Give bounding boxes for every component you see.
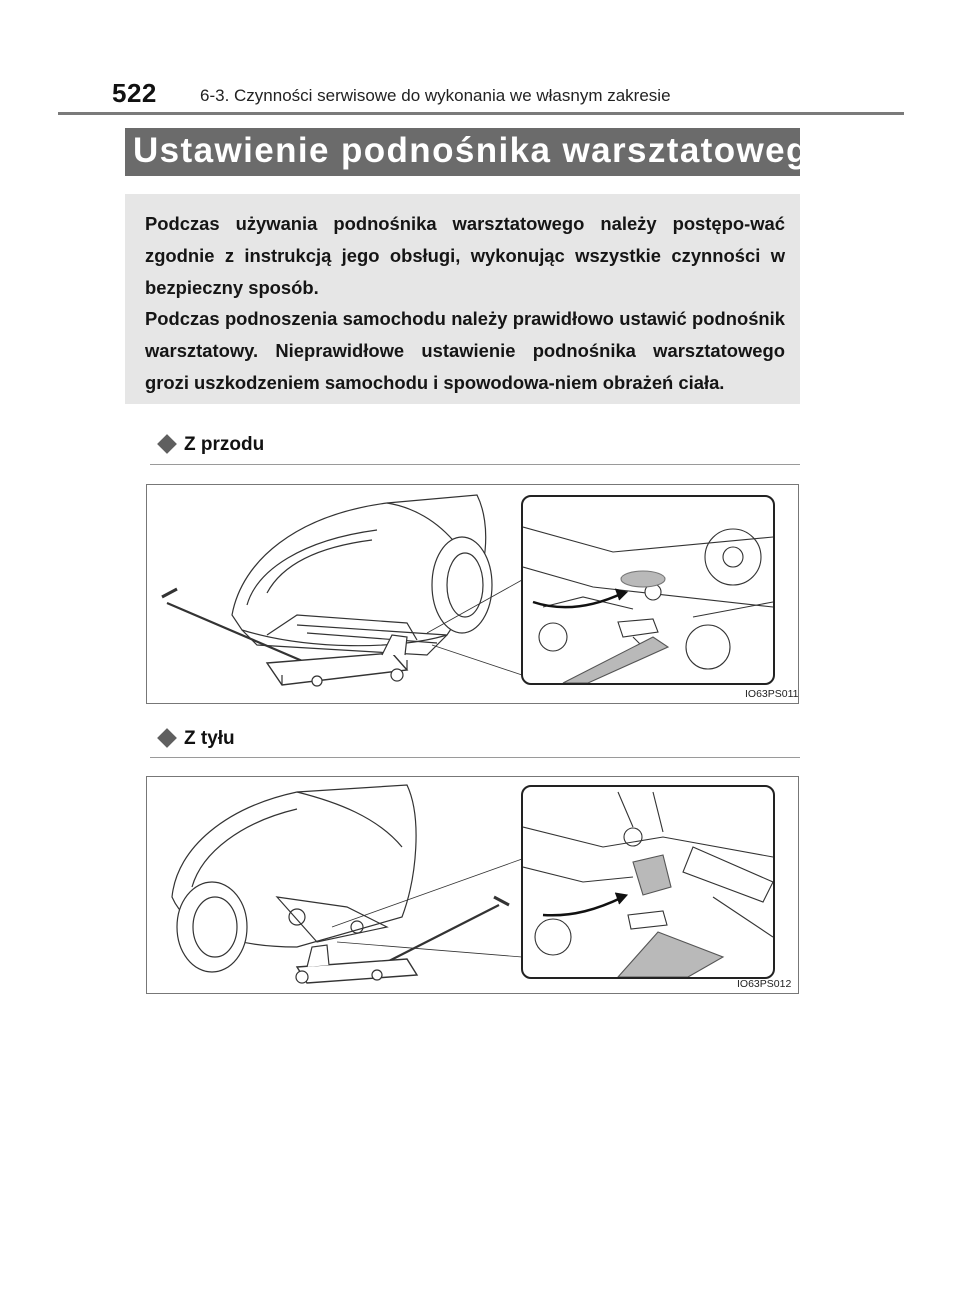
diamond-bullet-icon: [157, 434, 177, 454]
figure-front-jack: [146, 484, 799, 704]
subsection-heading-rear: [155, 728, 235, 750]
figure-code-front: IO63PS011: [745, 688, 799, 700]
front-inset-detail: [521, 495, 775, 685]
intro-paragraph-2: Podczas podnoszenia samochodu należy prawidłowo ustawić podnośnik warsztatowy. Nieprawidłowe ustawienie podnośnika warsztatowego grozi uszkodzeniem samochodu i spowodowa-niem obrażeń ciała.: [145, 308, 785, 393]
page-number: 522: [112, 78, 157, 108]
figure-code-rear: IO63PS012: [737, 978, 792, 990]
intro-text: [145, 208, 785, 399]
subsection-rule-front: [150, 464, 800, 465]
rear-inset-illustration: [523, 787, 773, 977]
rear-inset-detail: [521, 785, 775, 979]
subsection-rule-rear: [150, 757, 800, 758]
header-rule: [58, 112, 904, 115]
subsection-heading-front-label: Z przodu: [184, 434, 265, 455]
subsection-heading-rear-label: Z tyłu: [184, 728, 235, 749]
running-header: 6-3. Czynności serwisowe do wykonania we własnym zakresie: [200, 86, 671, 105]
intro-paragraph-1: Podczas używania podnośnika warsztatowego należy postępo-wać zgodnie z instrukcją jego obsługi, wykonując wszystkie czynności w bezpieczny sposób.: [145, 213, 785, 298]
section-title: Ustawienie podnośnika warsztatowego: [133, 131, 832, 170]
front-inset-illustration: [523, 497, 773, 683]
subsection-heading-front: [155, 434, 264, 456]
diamond-bullet-icon: [157, 728, 177, 748]
figure-rear-jack: [146, 776, 799, 994]
